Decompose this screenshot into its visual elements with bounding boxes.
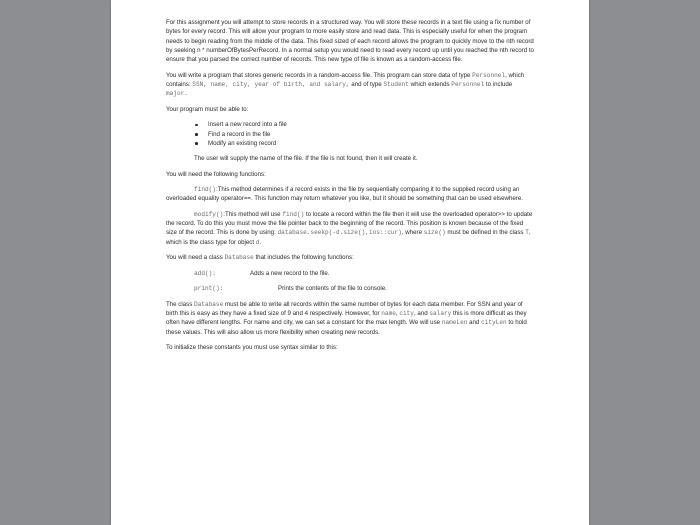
code-d: d <box>255 238 260 246</box>
list-item: Modify an existing record <box>208 139 534 148</box>
code-personnel: Personnel <box>472 71 506 79</box>
code-namelen: nameLen <box>441 319 468 327</box>
file-name-note: The user will supply the name of the file. If the file is not found, then it will create it. <box>194 155 418 163</box>
code-city: city <box>399 310 414 317</box>
list-item: Insert a new record into a file <box>208 120 534 129</box>
code-citylen: cityLen <box>481 319 507 327</box>
code-size: size() <box>423 229 446 237</box>
find-description: find():This method determines if a record exists in the file by sequentially comparing it to the supplied record using an overloaded equality operator==. This function may return whatever you like, but it should be something that can be used elsewhere. <box>166 186 523 203</box>
modify-description: modify():This method will use find() to locate a record within the file then it will use the overloaded operator>> to update the record. To do this you must move the file pointer back to the beginning of the record. This position is known because of the fixed size of the record. This is done by using: database.seekp(-d.size(),ios::cur), where size() must be defined in the class T, which is the class type for object d. <box>166 210 533 246</box>
intro-paragraph: For this assignment you will attempt to store records in a structured way. You will store these records in a text file using a fix number of bytes for every record. This will allow your program to more easily store and read data. This is especially useful for when the program needs to begin reading from the middle of the data. This fixed sized of each record allows the program to quickly move to the nth record by seeking n * numberOfBytesPerRecord. In a normal setup you would need to read every record up until you reached the nth record to ensure that you parsed the correct number of records. This new type of file is known as a random-access file. <box>166 19 534 64</box>
program-description-paragraph: You will write a program that stores generic records in a random-access file. This program can store data of type Personnel, which contains: SSN, name, city, year of birth, and salary, and of type Student which extends Personnel to include major. <box>166 71 525 98</box>
document-body <box>166 18 534 359</box>
code-database-2: Database <box>193 300 224 308</box>
function-description: Adds a new record to the file. <box>250 269 330 277</box>
database-class-intro: You will need a class Database that includes the following functions: <box>166 254 354 262</box>
list-item: Find a record in the file <box>208 130 534 139</box>
functions-intro: You will need the following functions: <box>166 170 266 178</box>
code-modify: modify() <box>194 210 224 218</box>
code-find: find() <box>194 186 216 194</box>
document-page <box>111 0 589 525</box>
code-find-ref: find() <box>282 210 305 218</box>
code-major: major. <box>166 90 188 98</box>
code-name: name <box>381 310 396 317</box>
requirements-list <box>166 120 534 148</box>
requirements-intro: Your program must be able to: <box>166 105 249 113</box>
function-row-add <box>166 269 534 278</box>
function-description: Prints the contents of the file to console. <box>278 285 387 293</box>
database-bytes-paragraph: The class Database must be able to write all records within the same number of bytes for each data member. For SSN and year of birth this is easy as they have a fixed size of 9 and 4 respectively. However, for name, city, and salary this is more difficult as they often have different lengths. For name and city, we can set a constant for the max length. We will use nameLen and cityLen to hold these values. This will also allow us more flexibility when creating new records. <box>166 300 527 336</box>
code-fields: SSN, name, city, year of birth, and salary, <box>192 80 350 88</box>
code-seekp: database.seekp(-d.size(),ios::cur) <box>277 229 402 237</box>
code-t: T <box>525 229 529 237</box>
initialize-constants-paragraph: To initialize these constants you must use syntax similar to this: <box>166 344 338 352</box>
code-personnel-2: Personnel <box>451 80 485 88</box>
code-database: Database <box>224 254 254 262</box>
code-salary: salary <box>429 310 452 317</box>
function-row-print <box>166 284 534 293</box>
function-name: print(): <box>194 285 224 293</box>
code-student: Student <box>383 80 409 88</box>
function-name: add(): <box>194 269 216 277</box>
